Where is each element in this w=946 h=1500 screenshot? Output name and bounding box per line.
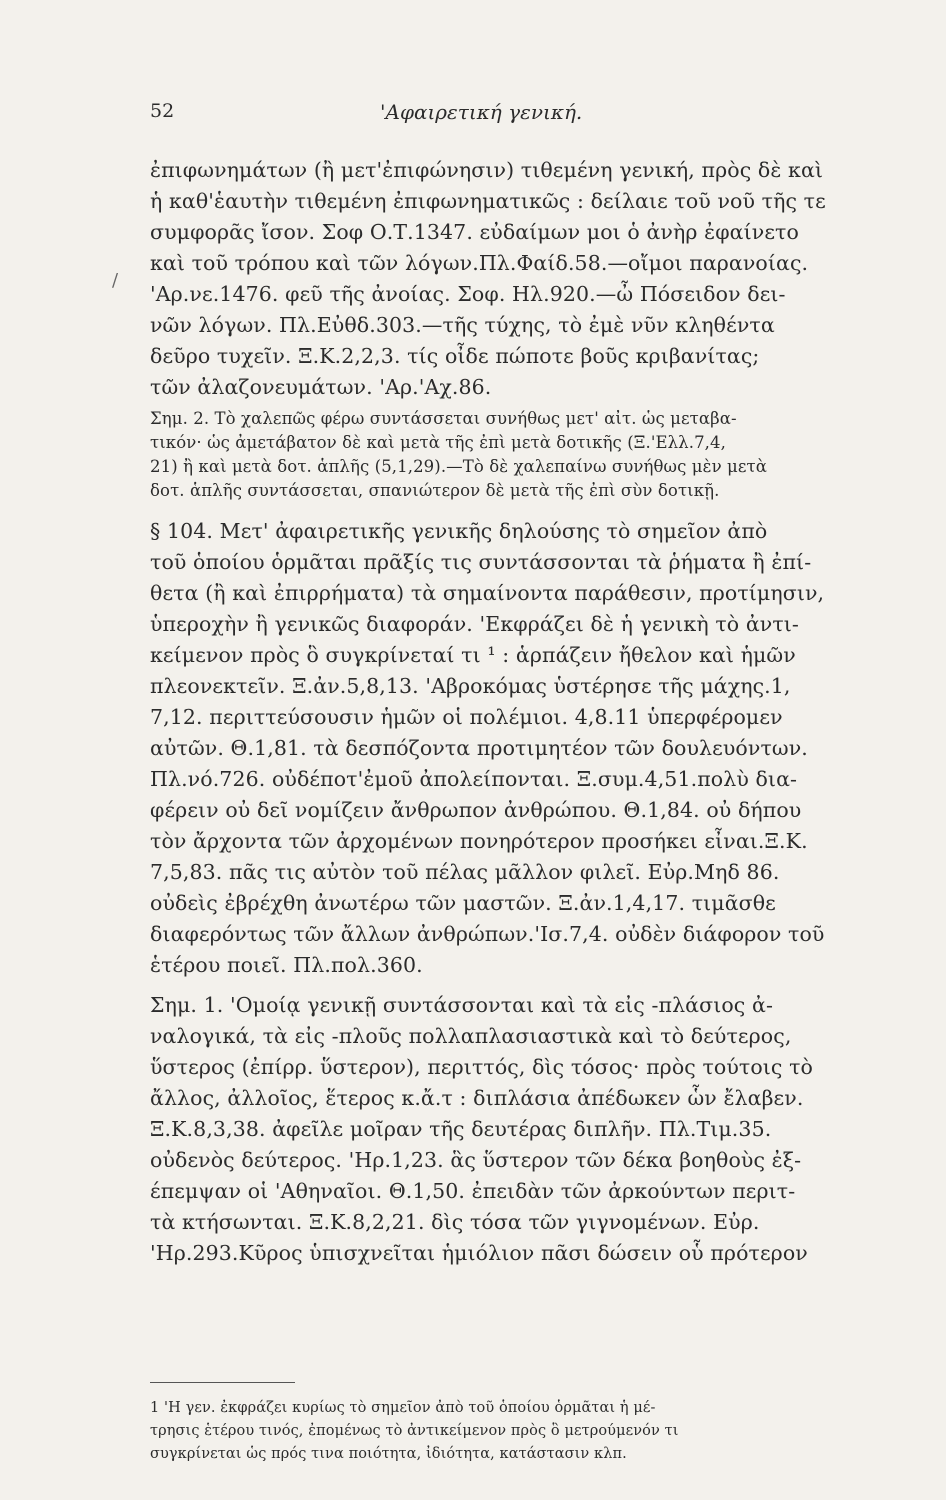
section-line: διαφερόντως τῶν ἄλλων ἀνθρώπων.'Ισ.7,4. οὐδὲν διάφορον τοῦ bbox=[150, 922, 825, 946]
note-line: ἄλλος, ἀλλοῖος, ἕτερος κ.ἄ.τ : διπλάσια ἀπέδωκεν ὧν ἔλαβεν. bbox=[150, 1086, 804, 1110]
margin-mark: / bbox=[112, 270, 119, 291]
text-line: δεῦρο τυχεῖν. Ξ.Κ.2,2,3. τίς οἶδε πώποτε βοῦς κριβανίτας; bbox=[150, 344, 760, 368]
footnote-line: τρησις ἑτέρου τινός, ἐπομένως τὸ ἀντικείμενον πρὸς ὃ μετρούμενόν τι bbox=[150, 1423, 679, 1439]
footnote-line: 1 'Η γεν. ἐκφράζει κυρίως τὸ σημεῖον ἀπὸ τοῦ ὁποίου ὁρμᾶται ἡ μέ- bbox=[150, 1400, 656, 1416]
note-line: 'Ηρ.293.Κῦρος ὑπισχνεῖται ἡμιόλιον πᾶσι δώσειν οὗ πρότερον bbox=[150, 1241, 808, 1265]
note-line: δοτ. ἁπλῆς συντάσσεται, σπανιώτερον δὲ μετὰ τῆς ἐπὶ σὺν δοτικῇ. bbox=[150, 481, 720, 500]
page-number: 52 bbox=[150, 100, 175, 122]
note-line: οὐδενὸς δεύτερος. 'Ηρ.1,23. ἃς ὕστερον τῶν δέκα βοηθοὺς ἐξ- bbox=[150, 1148, 802, 1172]
note-line: ναλογικά, τὰ εἰς -πλοῦς πολλαπλασιαστικὰ καὶ τὸ δεύτερος, bbox=[150, 1024, 792, 1048]
section-line: ἑτέρου ποιεῖ. Πλ.πολ.360. bbox=[150, 953, 423, 977]
section-line: 7,12. περιττεύσουσιν ἡμῶν οἱ πολέμιοι. 4,8.11 ὑπερφέρομεν bbox=[150, 705, 783, 729]
section-line: θετα (ἢ καὶ ἐπιρρήματα) τὰ σημαίνοντα παράθεσιν, προτίμησιν, bbox=[150, 581, 825, 605]
section-line: τοῦ ὁποίου ὁρμᾶται πρᾶξίς τις συντάσσονται τὰ ῥήματα ἢ ἐπί- bbox=[150, 550, 812, 574]
section-line: κείμενον πρὸς ὃ συγκρίνεταί τι ¹ : ἁρπάζειν ἤθελον καὶ ἡμῶν bbox=[150, 643, 796, 667]
section-line: τὸν ἄρχοντα τῶν ἀρχομένων πονηρότερον προσήκει εἶναι.Ξ.Κ. bbox=[150, 829, 808, 853]
note-line: 21) ἢ καὶ μετὰ δοτ. ἁπλῆς (5,1,29).—Τὸ δὲ χαλεπαίνω συνήθως μὲν μετὰ bbox=[150, 457, 767, 476]
section-line: φέρειν οὐ δεῖ νομίζειν ἄνθρωπον ἀνθρώπου. Θ.1,84. οὐ δήπου bbox=[150, 798, 802, 822]
text-line: 'Αρ.νε.1476. φεῦ τῆς ἀνοίας. Σοφ. Ηλ.920.—ὦ Πόσειδον δει- bbox=[150, 282, 786, 306]
text-line: νῶν λόγων. Πλ.Εὐθδ.303.—τῆς τύχης, τὸ ἐμὲ νῦν κληθέντα bbox=[150, 313, 775, 337]
running-title: 'Αφαιρετική γενική. bbox=[380, 100, 583, 124]
footnote-divider bbox=[150, 1382, 295, 1383]
footnote-line: συγκρίνεται ὡς πρός τινα ποιότητα, ἰδιότητα, κατάστασιν κλπ. bbox=[150, 1446, 627, 1462]
text-line: ἡ καθ'ἑαυτὴν τιθεμένη ἐπιφωνηματικῶς : δείλαιε τοῦ νοῦ τῆς τε bbox=[150, 189, 826, 213]
text-line: τῶν ἀλαζονευμάτων. 'Αρ.'Αχ.86. bbox=[150, 375, 492, 399]
section-line: ὑπεροχὴν ἢ γενικῶς διαφοράν. 'Εκφράζει δὲ ἡ γενικὴ τὸ ἀντι- bbox=[150, 612, 799, 636]
section-line: οὐδεὶς ἐβρέχθη ἀνωτέρω τῶν μαστῶν. Ξ.ἀν.1,4,17. τιμᾶσθε bbox=[150, 891, 776, 915]
section-line: αὐτῶν. Θ.1,81. τὰ δεσπόζοντα προτιμητέον τῶν δουλευόντων. bbox=[150, 736, 808, 760]
note-line: τὰ κτήσωνται. Ξ.Κ.8,2,21. δὶς τόσα τῶν γιγνομένων. Εὐρ. bbox=[150, 1210, 760, 1234]
text-line: καὶ τοῦ τρόπου καὶ τῶν λόγων.Πλ.Φαίδ.58.—οἴμοι παρανοίας. bbox=[150, 251, 809, 275]
page-header bbox=[150, 100, 870, 130]
text-line: ἐπιφωνημάτων (ἢ μετ'ἐπιφώνησιν) τιθεμένη γενική, πρὸς δὲ καὶ bbox=[150, 158, 824, 182]
note-line: ὕστερος (ἐπίρρ. ὕστερον), περιττός, δὶς τόσος· πρὸς τούτοις τὸ bbox=[150, 1055, 814, 1079]
section-line: § 104. Μετ' ἀφαιρετικῆς γενικῆς δηλούσης τὸ σημεῖον ἀπὸ bbox=[150, 519, 768, 543]
section-line: 7,5,83. πᾶς τις αὐτὸν τοῦ πέλας μᾶλλον φιλεῖ. Εὐρ.Μηδ 86. bbox=[150, 860, 780, 884]
note-line: έπεμψαν οἱ 'Αθηναῖοι. Θ.1,50. ἐπειδὰν τῶν ἀρκούντων περιτ- bbox=[150, 1179, 796, 1203]
note-line: Σημ. 2. Τὸ χαλεπῶς φέρω συντάσσεται συνήθως μετ' αἰτ. ὡς μεταβα- bbox=[150, 409, 737, 428]
section-line: Πλ.νό.726. οὐδέποτ'ἐμοῦ ἀπολείπονται. Ξ.συμ.4,51.πολὺ δια- bbox=[150, 767, 798, 791]
note-line: Σημ. 1. 'Ομοίᾳ γενικῇ συντάσσονται καὶ τὰ εἰς -πλάσιος ἀ- bbox=[150, 993, 773, 1017]
section-line: πλεονεκτεῖν. Ξ.ἀν.5,8,13. 'Αβροκόμας ὑστέρησε τῆς μάχης.1, bbox=[150, 674, 791, 698]
note-line: Ξ.Κ.8,3,38. ἀφεῖλε μοῖραν τῆς δευτέρας διπλῆν. Πλ.Τιμ.35. bbox=[150, 1117, 772, 1141]
text-line: συμφορᾶς ἴσον. Σοφ Ο.Τ.1347. εὐδαίμων μοι ὁ ἀνὴρ ἐφαίνετο bbox=[150, 220, 799, 244]
note-line: τικόν· ὡς ἀμετάβατον δὲ καὶ μετὰ τῆς ἐπὶ μετὰ δοτικῆς (Ξ.'Ελλ.7,4, bbox=[150, 433, 726, 452]
